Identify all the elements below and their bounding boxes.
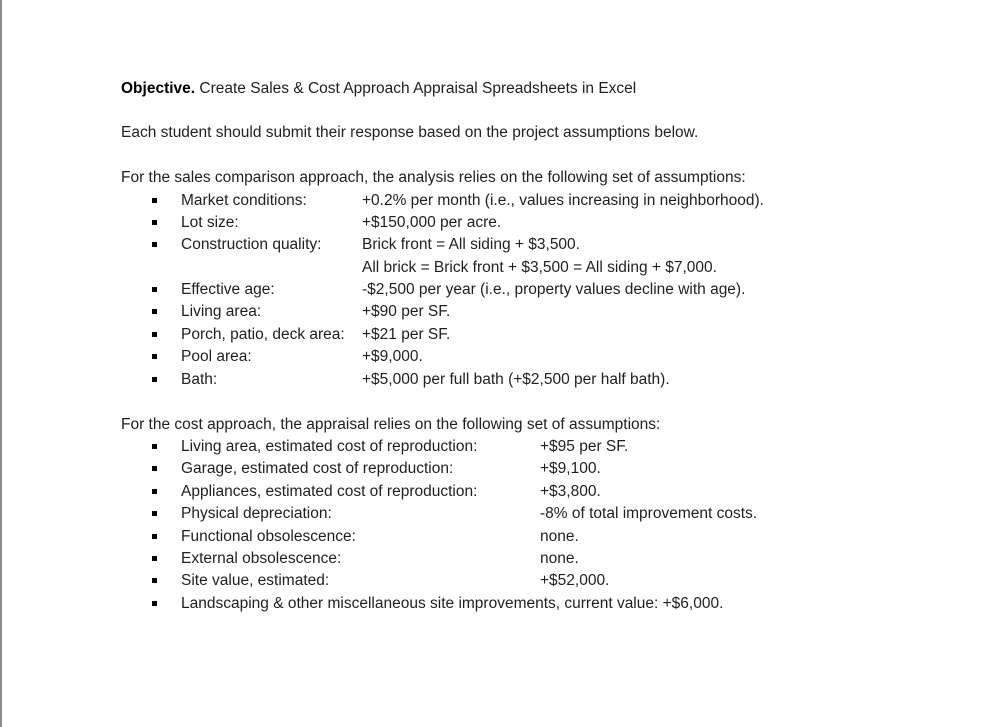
cost-item-label: Site value, estimated: (181, 572, 330, 589)
cost-item-label: Appliances, estimated cost of reproduction: (181, 483, 478, 500)
cost-item-label: Landscaping & other miscellaneous site improvements, current value: +$6,000. (181, 595, 724, 612)
sales-item-label: Construction quality: (181, 236, 322, 253)
sales-item-value: Brick front = All siding + $3,500. (362, 236, 580, 253)
cost-item-label: External obsolescence: (181, 550, 342, 567)
bullet-icon (152, 444, 157, 449)
cost-item-value: none. (540, 528, 579, 545)
cost-item-label: Living area, estimated cost of reproduction: (181, 438, 478, 455)
page-left-edge (0, 0, 2, 727)
bullet-icon (152, 556, 157, 561)
cost-item-value: +$52,000. (540, 572, 610, 589)
bullet-icon (152, 466, 157, 471)
cost-item-value: +$9,100. (540, 460, 601, 477)
sales-item-label: Porch, patio, deck area: (181, 326, 345, 343)
sales-intro: For the sales comparison approach, the analysis relies on the following set of assumptions: (121, 169, 746, 186)
sales-item-label: Pool area: (181, 348, 252, 365)
instruction-text: Each student should submit their response based on the project assumptions below. (121, 124, 699, 141)
bullet-icon (152, 198, 157, 203)
sales-item-value: +$150,000 per acre. (362, 214, 502, 231)
bullet-icon (152, 309, 157, 314)
objective-line (121, 79, 636, 99)
bullet-icon (152, 242, 157, 247)
cost-item-label: Physical depreciation: (181, 505, 332, 522)
sales-item-value: +$21 per SF. (362, 326, 451, 343)
sales-item-value: All brick = Brick front + $3,500 = All siding + $7,000. (362, 259, 717, 276)
bullet-icon (152, 332, 157, 337)
bullet-icon (152, 287, 157, 292)
bullet-icon (152, 220, 157, 225)
sales-item-label: Effective age: (181, 281, 275, 298)
cost-item-value: -8% of total improvement costs. (540, 505, 758, 522)
cost-item-value: none. (540, 550, 579, 567)
sales-item-value: +$9,000. (362, 348, 423, 365)
cost-item-value: +$3,800. (540, 483, 601, 500)
sales-item-value: -$2,500 per year (i.e., property values decline with age). (362, 281, 746, 298)
bullet-icon (152, 377, 157, 382)
sales-item-value: +0.2% per month (i.e., values increasing in neighborhood). (362, 192, 764, 209)
objective-label: Objective. (121, 80, 196, 97)
cost-item-value: +$95 per SF. (540, 438, 629, 455)
sales-item-value: +$90 per SF. (362, 303, 451, 320)
sales-item-label: Lot size: (181, 214, 239, 231)
sales-item-label: Bath: (181, 371, 218, 388)
cost-intro: For the cost approach, the appraisal relies on the following set of assumptions: (121, 416, 661, 433)
sales-item-label: Living area: (181, 303, 262, 320)
bullet-icon (152, 534, 157, 539)
cost-item-label: Functional obsolescence: (181, 528, 356, 545)
bullet-icon (152, 578, 157, 583)
bullet-icon (152, 511, 157, 516)
cost-item-label: Garage, estimated cost of reproduction: (181, 460, 454, 477)
objective-text: Create Sales & Cost Approach Appraisal Spreadsheets in Excel (199, 80, 637, 97)
bullet-icon (152, 354, 157, 359)
sales-item-value: +$5,000 per full bath (+$2,500 per half bath). (362, 371, 670, 388)
bullet-icon (152, 489, 157, 494)
bullet-icon (152, 601, 157, 606)
sales-item-label: Market conditions: (181, 192, 307, 209)
